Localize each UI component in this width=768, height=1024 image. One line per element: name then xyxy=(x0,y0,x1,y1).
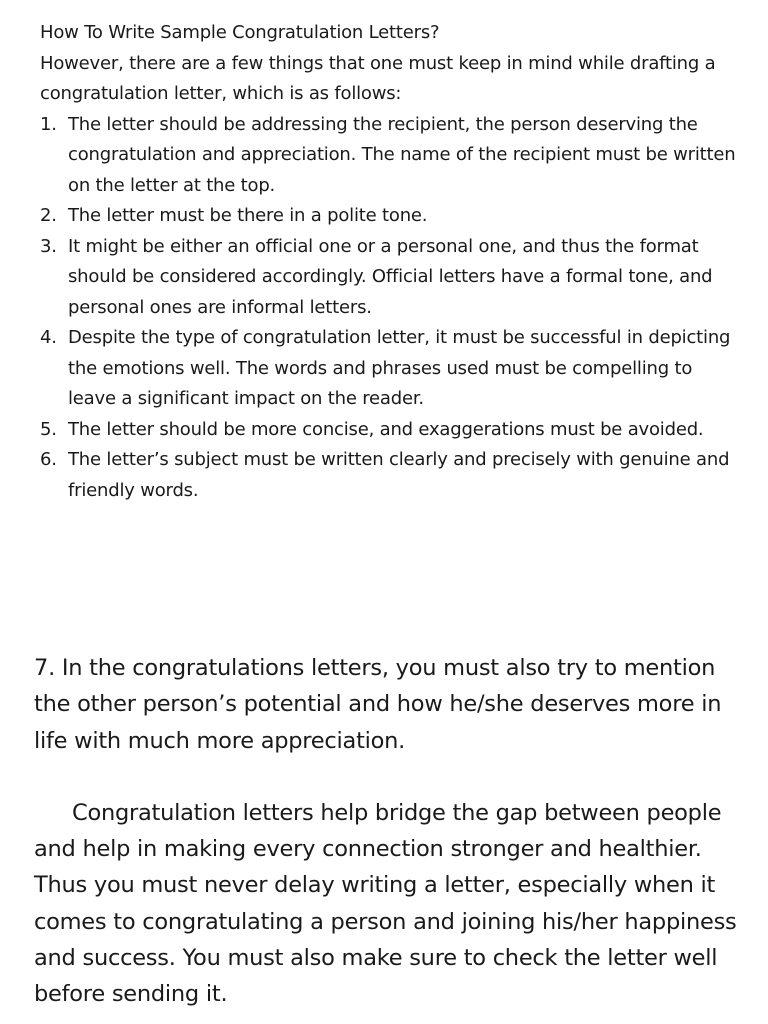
list-item-number: 1. xyxy=(40,113,57,135)
list-item-number: 2. xyxy=(40,205,57,226)
page-heading: How To Write Sample Congratulation Letters? xyxy=(40,22,440,43)
closing-paragraph: Congratulation letters help bridge the gap between people and help in making every connection stronger and healthier. Thus you must never delay writing a letter, especially when it comes to congratulating a person and joining his/her happiness and success. You must also make sure to check the letter well before sending it. xyxy=(34,799,737,1008)
point-seven-paragraph: 7. In the congratulations letters, you must also try to mention the other person’s potential and how he/she deserves more in life with much more appreciation. xyxy=(34,655,722,754)
list-item xyxy=(40,110,740,202)
list-item xyxy=(40,415,740,446)
list-item xyxy=(40,445,740,506)
list-item-number: 6. xyxy=(40,449,57,470)
list-item xyxy=(40,232,740,324)
list-item-text: The letter’s subject must be written clearly and precisely with genuine and friendly words. xyxy=(68,449,730,501)
list-item xyxy=(40,201,740,232)
tips-list xyxy=(40,110,740,507)
tips-section xyxy=(40,18,740,506)
intro-paragraph: However, there are a few things that one must keep in mind while drafting a congratulation letter, which is as follows: xyxy=(40,52,716,104)
list-item xyxy=(40,323,740,415)
list-item-text: The letter should be more concise, and exaggerations must be avoided. xyxy=(68,418,704,440)
paragraph-spacer xyxy=(34,759,746,795)
list-item-number: 3. xyxy=(40,235,57,257)
list-item-text: The letter must be there in a polite tone. xyxy=(68,205,428,226)
list-item-text: It might be either an official one or a personal one, and thus the format should be considered accordingly. Official letters have a formal tone, and personal ones are informal letters. xyxy=(68,235,713,318)
list-item-text: The letter should be addressing the recipient, the person deserving the congratulation and appreciation. The name of the recipient must be written on the letter at the top. xyxy=(68,113,736,196)
conclusion-section xyxy=(34,650,746,1013)
list-item-number: 5. xyxy=(40,418,57,440)
list-item-text: Despite the type of congratulation letter, it must be successful in depicting the emotions well. The words and phrases used must be compelling to leave a significant impact on the reader. xyxy=(68,327,731,409)
list-item-number: 4. xyxy=(40,327,57,348)
